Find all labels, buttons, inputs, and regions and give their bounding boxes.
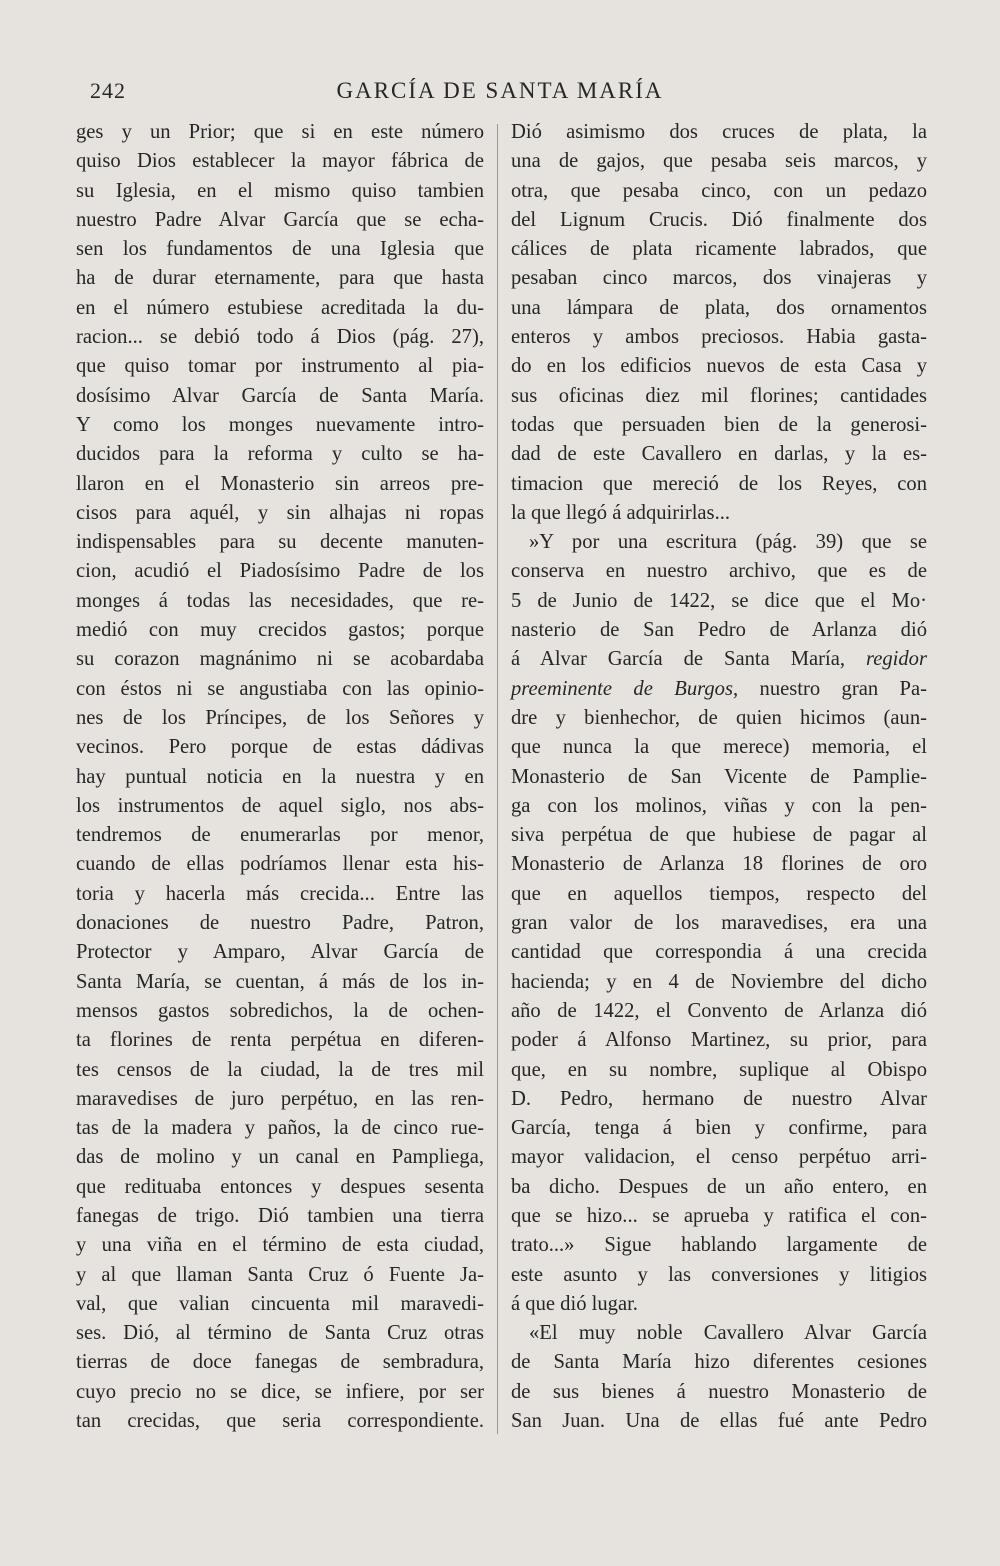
page-header: [0, 78, 1000, 108]
text-line: su Iglesia, en el mismo quiso tambien: [76, 179, 484, 202]
text-line: García, tenga á bien y confirme, para: [511, 1117, 927, 1140]
text-line: nasterio de San Pedro de Arlanza dió: [511, 619, 927, 642]
text-line: ses. Dió, al término de Santa Cruz otras: [76, 1322, 484, 1345]
text-line: Y como los monges nuevamente intro-: [76, 413, 484, 436]
text-line: «El muy noble Cavallero Alvar García: [529, 1322, 927, 1345]
text-line: la que llegó á adquirirlas...: [511, 501, 731, 524]
text-line: sus oficinas diez mil florines; cantidades: [511, 384, 927, 407]
text-line: San Juan. Una de ellas fué ante Pedro: [511, 1410, 927, 1433]
column-divider: [497, 124, 498, 1434]
text-line: cálices de plata ricamente labrados, que: [511, 238, 927, 261]
text-line: que redituaba entonces y despues sesenta: [76, 1175, 484, 1198]
text-line: su corazon magnánimo ni se acobardaba: [76, 648, 484, 671]
text-line: maravedises de juro perpétuo, en las ren-: [76, 1087, 484, 1110]
text-line: tendremos de enumerarlas por menor,: [76, 824, 484, 847]
text-line: este asunto y las conversiones y litigios: [511, 1263, 927, 1286]
text-line: Dió asimismo dos cruces de plata, la: [511, 121, 927, 143]
left-column: [76, 118, 484, 1436]
text-line: hacienda; y en 4 de Noviembre del dicho: [511, 970, 927, 993]
text-line: una de gajos, que pesaba seis marcos, y: [511, 150, 927, 173]
text-segment: , nuestro gran Pa-: [732, 677, 927, 700]
text-line: cuyo precio no se dice, se infiere, por ser: [76, 1380, 484, 1403]
text-line: dad de este Cavallero en darlas, y la es-: [511, 443, 927, 466]
text-line: Protector y Amparo, Alvar García de: [76, 941, 484, 964]
text-line: cisos para aquél, y sin alhajas ni ropas: [76, 501, 484, 524]
text-line: D. Pedro, hermano de nuestro Alvar: [511, 1087, 927, 1110]
text-line: ba dicho. Despues de un año entero, en: [511, 1175, 927, 1198]
text-line: fanegas de trigo. Dió tambien una tierra: [76, 1204, 484, 1227]
text-line: ducidos para la reforma y culto se ha-: [76, 443, 484, 466]
text-line: á que dió lugar.: [511, 1292, 638, 1315]
text-line: conserva en nuestro archivo, que es de: [511, 560, 927, 583]
text-line: gran valor de los maravedises, era una: [511, 912, 927, 935]
text-line: 5 de Junio de 1422, se dice que el Mo·: [511, 589, 927, 612]
text-line: sen los fundamentos de una Iglesia que: [76, 238, 484, 261]
text-line: toria y hacerla más crecida... Entre las: [76, 882, 484, 905]
text-line: que quiso tomar por instrumento al pia-: [76, 355, 484, 378]
text-line: llaron en el Monasterio sin arreos pre-: [76, 472, 484, 495]
text-line: con éstos ni se angustiaba con las opinio-: [76, 677, 484, 700]
text-line: en el número estubiese acreditada la du-: [76, 296, 484, 319]
text-line: Monasterio de San Vicente de Pamplie-: [511, 765, 927, 788]
text-line: dosísimo Alvar García de Santa María.: [76, 384, 484, 407]
text-line: de sus bienes á nuestro Monasterio de: [511, 1380, 927, 1403]
text-line: poder á Alfonso Martinez, su prior, para: [511, 1029, 927, 1052]
text-line: otra, que pesaba cinco, con un pedazo: [511, 179, 927, 202]
text-line: de Santa María hizo diferentes cesiones: [511, 1351, 927, 1374]
text-line: nuestro Padre Alvar García que se echa-: [76, 208, 484, 231]
text-line: vecinos. Pero porque de estas dádivas: [76, 736, 484, 759]
text-line: »Y por una escritura (pág. 39) que se: [529, 531, 927, 554]
text-line: racion... se debió todo á Dios (pág. 27),: [76, 326, 484, 349]
italic-text: preeminente de Burgos: [511, 677, 733, 700]
text-line: val, que valian cincuenta mil maravedi-: [76, 1292, 484, 1315]
text-line: timacion que mereció de los Reyes, con: [511, 472, 927, 495]
text-line: año de 1422, el Convento de Arlanza dió: [511, 999, 927, 1022]
text-line: los instrumentos de aquel siglo, nos abs-: [76, 794, 484, 817]
text-line: ga con los molinos, viñas y con la pen-: [511, 794, 927, 817]
page-number: 242: [90, 78, 126, 103]
text-line: enteros y ambos preciosos. Habia gasta-: [511, 326, 927, 349]
text-line: medió con muy crecidos gastos; porque: [76, 619, 484, 642]
text-line: quiso Dios establecer la mayor fábrica de: [76, 150, 484, 173]
text-line-mixed: [511, 675, 927, 704]
text-line: trato...» Sigue hablando largamente de: [511, 1234, 927, 1257]
text-line: y al que llaman Santa Cruz ó Fuente Ja-: [76, 1263, 484, 1286]
italic-text: regidor: [865, 648, 927, 671]
text-line: todas que persuaden bien de la generosi-: [511, 413, 927, 436]
text-line: donaciones de nuestro Padre, Patron,: [76, 912, 484, 935]
text-line: ges y un Prior; que si en este número: [76, 121, 484, 143]
right-column: [511, 118, 927, 1436]
text-line: que, en su nombre, suplique al Obispo: [511, 1058, 927, 1081]
text-line: tan crecidas, que seria correspondiente.: [76, 1410, 484, 1433]
text-line: hay puntual noticia en la nuestra y en: [76, 765, 484, 788]
text-line: monges á todas las necesidades, que re-: [76, 589, 484, 612]
text-line: y una viña en el término de esta ciudad,: [76, 1234, 484, 1257]
text-line: que nunca la que merece) memoria, el: [511, 736, 927, 759]
text-line: que en aquellos tiempos, respecto del: [511, 882, 927, 905]
text-line: do en los edificios nuevos de esta Casa y: [511, 355, 927, 378]
text-line: mensos gastos sobredichos, la de ochen-: [76, 999, 484, 1022]
text-segment: á Alvar García de Santa María,: [511, 648, 866, 671]
text-line: ta florines de renta perpétua en diferen-: [76, 1029, 484, 1052]
text-line: cion, acudió el Piadosísimo Padre de los: [76, 560, 484, 583]
text-line: das de molino y un canal en Pampliega,: [76, 1146, 484, 1169]
text-line: pesaban cinco marcos, dos vinajeras y: [511, 267, 927, 290]
text-line: mayor validacion, el censo perpétuo arri-: [511, 1146, 927, 1169]
text-line: tas de la madera y paños, la de cinco rue-: [76, 1117, 484, 1140]
text-line: que se hizo... se aprueba y ratifica el con-: [511, 1204, 927, 1227]
text-line: nes de los Príncipes, de los Señores y: [76, 706, 484, 729]
text-line: una lámpara de plata, dos ornamentos: [511, 296, 927, 319]
text-line: cantidad que correspondia á una crecida: [511, 941, 927, 964]
text-line: siva perpétua de que hubiese de pagar al: [511, 824, 927, 847]
text-line: indispensables para su decente manuten-: [76, 531, 484, 554]
text-line: cuando de ellas podríamos llenar esta his-: [76, 853, 484, 876]
text-line: dre y bienhechor, de quien hicimos (aun-: [511, 706, 927, 729]
text-line: tierras de doce fanegas de sembradura,: [76, 1351, 484, 1374]
text-line: Monasterio de Arlanza 18 florines de oro: [511, 853, 927, 876]
running-title: GARCÍA DE SANTA MARÍA: [336, 78, 664, 103]
text-line: ha de durar eternamente, para que hasta: [76, 267, 484, 290]
text-line: tes censos de la ciudad, la de tres mil: [76, 1058, 484, 1081]
text-line-mixed: [511, 645, 927, 674]
text-line: del Lignum Crucis. Dió finalmente dos: [511, 208, 927, 231]
text-line: Santa María, se cuentan, á más de los in-: [76, 970, 484, 993]
